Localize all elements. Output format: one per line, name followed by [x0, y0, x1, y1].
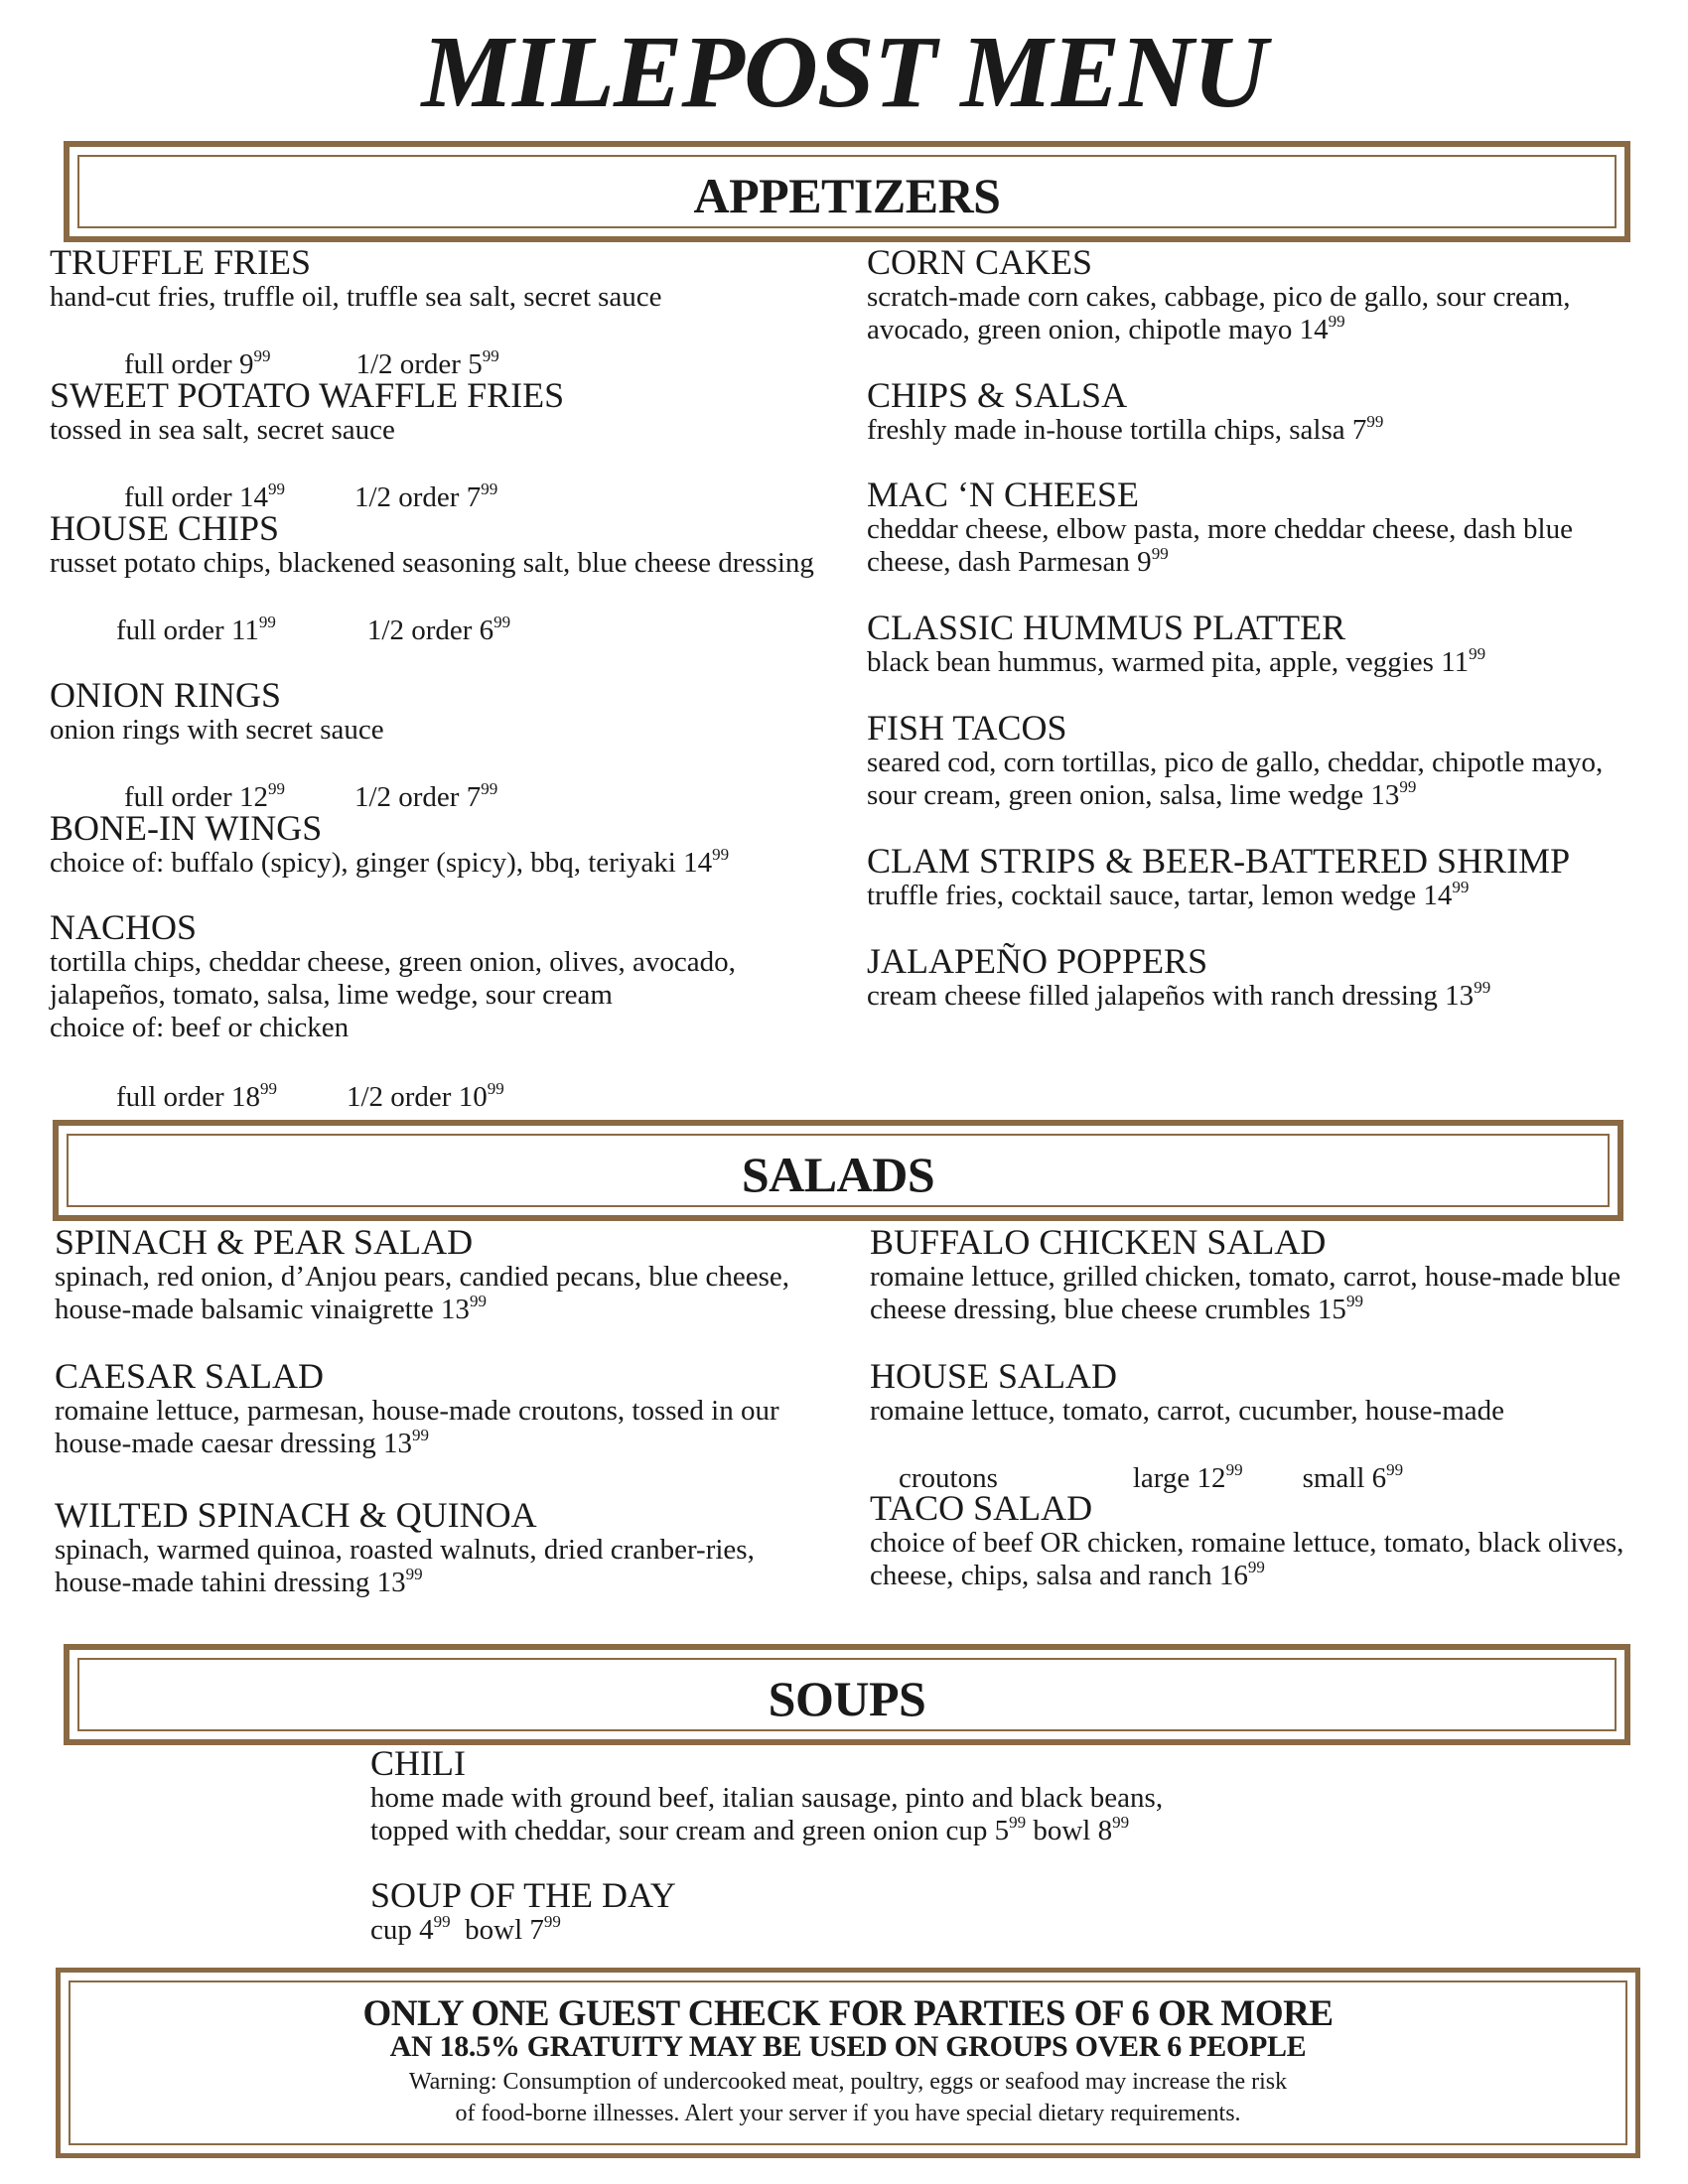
item-name: CAESAR SALAD	[55, 1356, 325, 1396]
item-description: tossed in sea salt, secret sauce	[50, 414, 395, 446]
item-name: SPINACH & PEAR SALAD	[55, 1222, 474, 1262]
menu-item-soup-of-the-day	[370, 1876, 1165, 1950]
item-name: HOUSE SALAD	[870, 1356, 1118, 1396]
menu-item-bone-in-wings	[50, 809, 844, 883]
menu-item-clam-strips-shrimp	[867, 842, 1651, 915]
salads-heading: SALADS	[741, 1147, 935, 1202]
item-description: romaine lettuce, tomato, carrot, cucumber, house-made	[870, 1395, 1504, 1427]
menu-item-caesar-salad	[55, 1357, 829, 1463]
item-description: spinach, warmed quinoa, roasted walnuts, dried cranber-ries, house-made tahini dressing $13^{99}$	[55, 1534, 755, 1598]
menu-item-jalapeno-poppers	[867, 942, 1631, 1016]
item-description-cont: croutons	[899, 1462, 998, 1494]
salads-banner	[53, 1120, 1623, 1221]
item-prices: cup $4^{99}$ bowl $7^{99}$	[370, 1912, 561, 1946]
item-description: tortilla chips, cheddar cheese, green onion, olives, avocado, jalapeños, tomato, salsa, lime wedge, sour cream	[50, 946, 736, 1011]
item-description: seared cod, corn tortillas, pico de gallo, cheddar, chipotle mayo, sour cream, green onion, salsa, lime wedge $13^{99}$	[867, 747, 1604, 811]
item-choice: choice of: beef or chicken	[50, 1012, 350, 1043]
half-order-price: 1/2 order $7^{99}$	[353, 479, 498, 513]
half-order-price: 1/2 order $7^{99}$	[353, 779, 498, 813]
menu-item-spinach-pear-salad	[55, 1223, 829, 1329]
menu-item-corn-cakes	[867, 243, 1631, 349]
large-price: large $12^{99}$	[1132, 1460, 1243, 1494]
item-name: FISH TACOS	[867, 708, 1067, 748]
full-order-price: full order $14^{99}$	[124, 479, 285, 513]
menu-item-classic-hummus-platter	[867, 609, 1631, 682]
item-description: choice of: buffalo (spicy), ginger (spicy), bbq, teriyaki $14^{99}$	[50, 845, 730, 879]
menu-item-house-chips	[50, 509, 844, 685]
full-order-price: full order $11^{99}$	[116, 613, 276, 646]
food-warning: Warning: Consumption of undercooked meat, poultry, eggs or seafood may increase the risk of food-borne illnesses. Alert your server if you have special dietary requirements.	[408, 2069, 1288, 2126]
item-name: TACO SALAD	[870, 1488, 1093, 1528]
soups-banner	[64, 1644, 1630, 1745]
menu-item-taco-salad	[870, 1489, 1624, 1595]
menu-item-wilted-spinach-quinoa	[55, 1496, 829, 1602]
item-name: WILTED SPINACH & QUINOA	[55, 1495, 537, 1535]
guest-check-notice: ONLY ONE GUEST CHECK FOR PARTIES OF 6 OR MORE	[362, 1993, 1334, 2034]
full-order-price: full order $12^{99}$	[124, 779, 285, 813]
item-name: CORN CAKES	[867, 242, 1093, 282]
item-description: russet potato chips, blackened seasoning salt, blue cheese dressing	[50, 547, 814, 579]
half-order-price: 1/2 order $10^{99}$	[346, 1079, 504, 1113]
full-order-price: full order $18^{99}$	[116, 1079, 277, 1113]
item-name: CLASSIC HUMMUS PLATTER	[867, 608, 1346, 647]
half-order-price: 1/2 order $6^{99}$	[366, 613, 511, 646]
item-name: JALAPEÑO POPPERS	[867, 941, 1208, 981]
item-name: BUFFALO CHICKEN SALAD	[870, 1222, 1327, 1262]
item-name: TRUFFLE FRIES	[50, 242, 312, 282]
item-description-cont: topped with cheddar, sour cream and green onion cup $5^{99}$ bowl $8^{99}$	[370, 1813, 1130, 1846]
item-description: cheddar cheese, elbow pasta, more cheddar cheese, dash blue cheese, dash Parmesan $9^{99}$	[867, 513, 1573, 578]
item-description: home made with ground beef, italian sausage, pinto and black beans,	[370, 1782, 1164, 1814]
item-description: truffle fries, cocktail sauce, tartar, lemon wedge $14^{99}$	[867, 878, 1470, 911]
item-name: CLAM STRIPS & BEER-BATTERED SHRIMP	[867, 841, 1571, 881]
item-description: spinach, red onion, d’Anjou pears, candied pecans, blue cheese, house-made balsamic vinaigrette $13^{99}$	[55, 1261, 790, 1325]
item-name: BONE-IN WINGS	[50, 808, 323, 848]
item-name: CHIPS & SALSA	[867, 375, 1128, 415]
half-order-price: 1/2 order $5^{99}$	[355, 346, 499, 380]
small-price: small $6^{99}$	[1302, 1460, 1404, 1494]
appetizers-banner	[64, 141, 1630, 242]
full-order-price: full order $9^{99}$	[124, 346, 271, 380]
item-name: MAC ‘N CHEESE	[867, 475, 1140, 514]
item-name: NACHOS	[50, 907, 198, 947]
footer-notice	[56, 1968, 1640, 2158]
menu-item-fish-tacos	[867, 709, 1631, 815]
item-name: SOUP OF THE DAY	[370, 1875, 676, 1915]
item-name: ONION RINGS	[50, 675, 281, 715]
appetizers-heading: APPETIZERS	[693, 168, 1001, 223]
item-description: cream cheese filled jalapeños with ranch dressing $13^{99}$	[867, 978, 1491, 1012]
item-description: freshly made in-house tortilla chips, salsa $7^{99}$	[867, 412, 1384, 446]
item-description: hand-cut fries, truffle oil, truffle sea salt, secret sauce	[50, 281, 662, 313]
item-description: romaine lettuce, grilled chicken, tomato, carrot, house-made blue cheese dressing, blue cheese crumbles $15^{99}$	[870, 1261, 1621, 1325]
menu-item-mac-n-cheese	[867, 476, 1631, 582]
soups-heading: SOUPS	[768, 1671, 926, 1726]
item-name: HOUSE CHIPS	[50, 508, 280, 548]
menu-item-nachos	[50, 908, 854, 1152]
menu-title: MILEPOST MENU	[421, 15, 1267, 129]
gratuity-notice: AN 18.5% GRATUITY MAY BE USED ON GROUPS OVER 6 PEOPLE	[389, 2030, 1307, 2063]
menu-item-chili	[370, 1744, 1363, 1850]
menu-item-chips-salsa	[867, 376, 1631, 450]
item-description: black bean hummus, warmed pita, apple, veggies $11^{99}$	[867, 644, 1486, 678]
item-description: choice of beef OR chicken, romaine lettuce, tomato, black olives, cheese, chips, salsa and ranch $16^{99}$	[870, 1527, 1624, 1591]
item-name: CHILI	[370, 1743, 466, 1783]
menu-item-buffalo-chicken-salad	[870, 1223, 1624, 1329]
item-description: scratch-made corn cakes, cabbage, pico de gallo, sour cream, avocado, green onion, chipotle mayo $14^{99}$	[867, 281, 1571, 345]
item-name: SWEET POTATO WAFFLE FRIES	[50, 375, 565, 415]
item-description: onion rings with secret sauce	[50, 714, 384, 746]
item-description: romaine lettuce, parmesan, house-made croutons, tossed in our house-made caesar dressing $13^{99}$	[55, 1395, 779, 1459]
